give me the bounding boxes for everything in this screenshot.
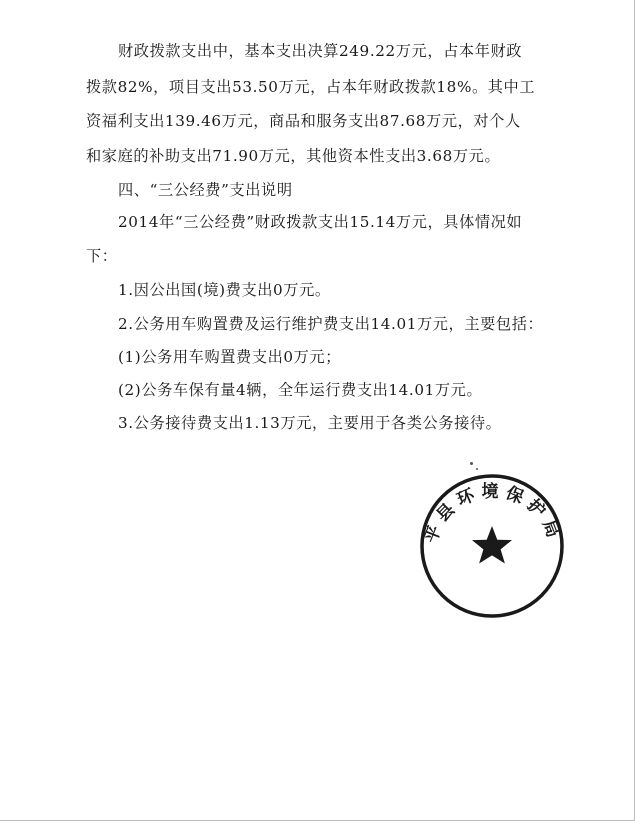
list-subitem-2: (2)公务车保有量4辆，全年运行费支出14.01万元。	[118, 381, 483, 399]
star-icon	[472, 526, 512, 564]
list-item-2: 2.公务用车购置费及运行维护费支出14.01万元，主要包括：	[118, 315, 544, 333]
paragraph-line-1: 财政拨款支出中，基本支出决算249.22万元，占本年财政	[118, 42, 523, 60]
list-subitem-1: (1)公务用车购置费支出0万元；	[118, 348, 342, 366]
paragraph-line-2: 拨款82%，项目支出53.50万元，占本年财政拨款18%。其中工	[86, 78, 536, 96]
paragraph-line-4: 和家庭的补助支出71.90万元，其他资本性支出3.68万元。	[86, 147, 501, 165]
list-item-1: 1.因公出国(境)费支出0万元。	[118, 281, 331, 299]
list-item-3: 3.公务接待费支出1.13万元，主要用于各类公务接待。	[118, 414, 502, 432]
seal-text-path: 平县环境保护局	[420, 481, 566, 547]
paragraph-line-3: 资福利支出139.46万元，商品和服务支出87.68万元，对个人	[86, 112, 521, 130]
paragraph-line-7: 下：	[86, 247, 118, 265]
scan-speck	[470, 462, 473, 465]
official-seal	[415, 470, 570, 620]
paragraph-line-6: 2014年“三公经费”财政拨款支出15.14万元，具体情况如	[118, 213, 523, 231]
section-heading: 四、“三公经费”支出说明	[118, 181, 293, 199]
